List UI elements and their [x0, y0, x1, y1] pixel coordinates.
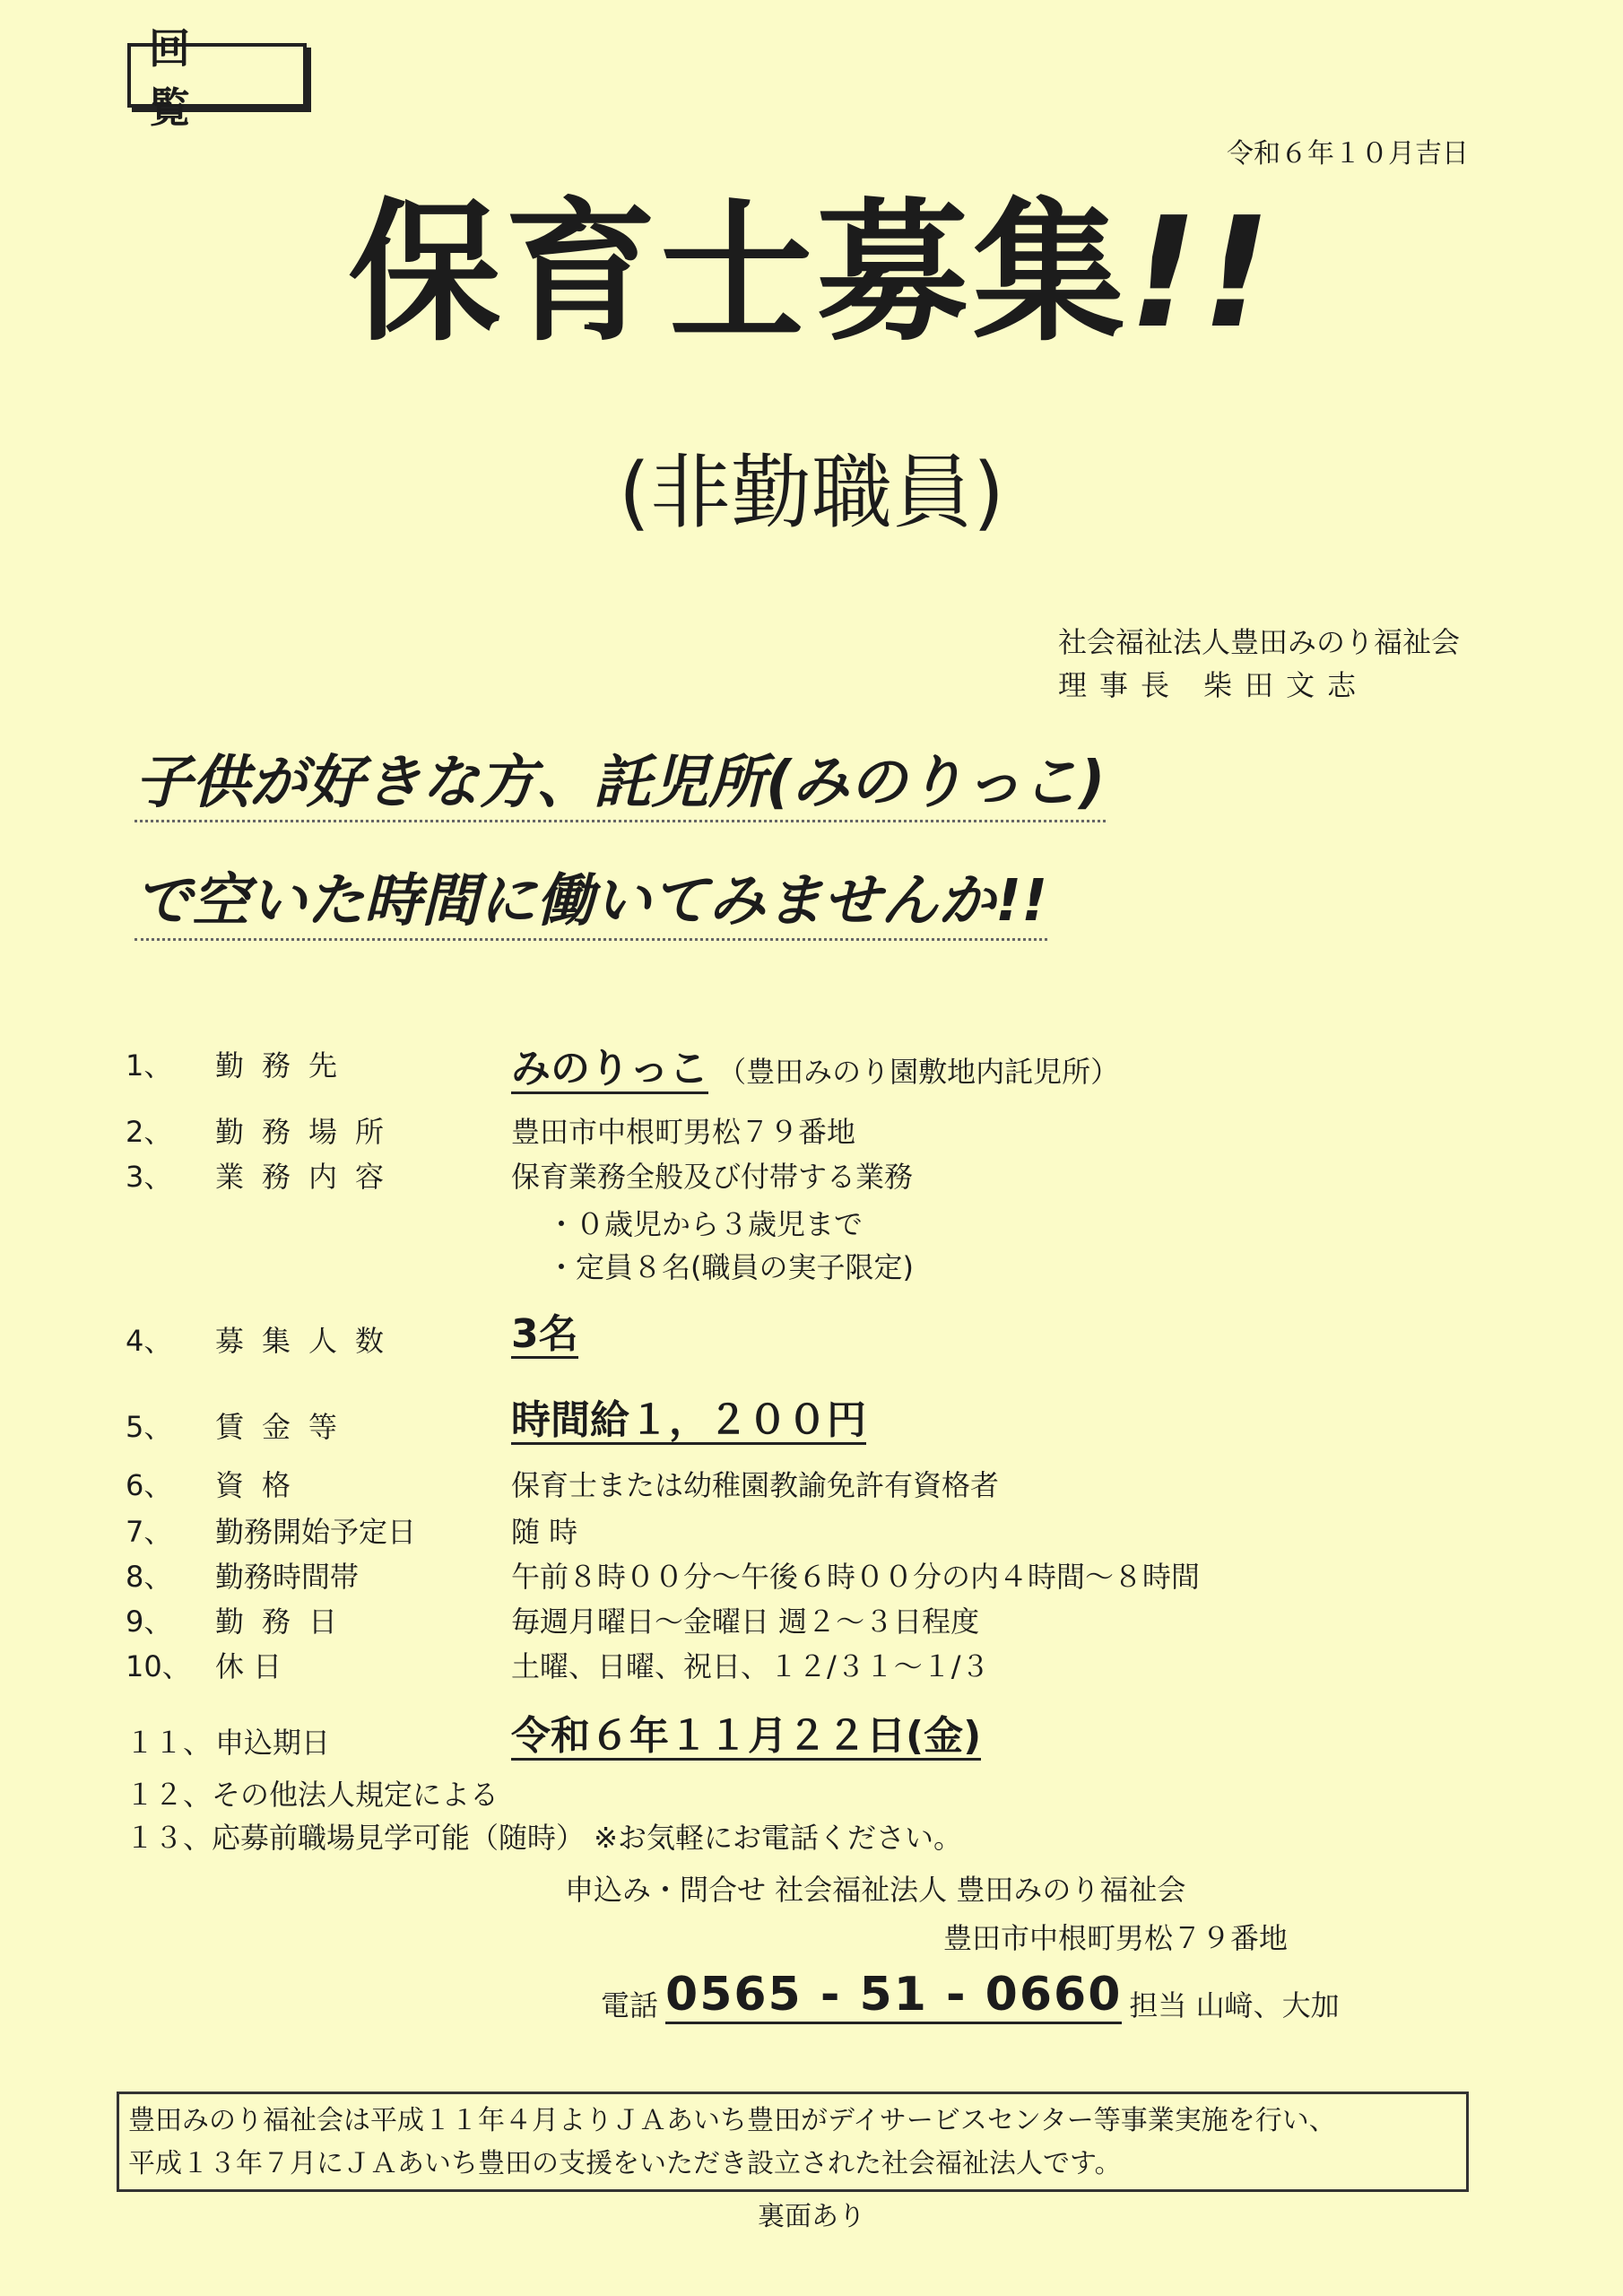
item-value: 土曜、日曜、祝日、１２/３１～１/３	[511, 1649, 990, 1683]
duty-detail-1: ・０歳児から３歳児まで	[547, 1207, 864, 1241]
item-label: 勤務開始予定日	[215, 1515, 417, 1549]
note-13: １３、応募前職場見学可能（随時） ※お気軽にお電話ください。	[126, 1821, 962, 1855]
workplace-name: みのりっこ	[511, 1046, 708, 1094]
item-label: 募集人数	[215, 1324, 403, 1358]
item-deadline	[126, 1715, 981, 1761]
item-value: 令和６年１１月２２日(金)	[511, 1713, 982, 1759]
item-label: 勤務場所	[215, 1115, 403, 1149]
back-side-note: 裏面あり	[758, 2201, 865, 2232]
item-label: 賃金等	[215, 1410, 356, 1444]
slogan-line-2: で空いた時間に働いてみませんか!!	[135, 870, 1047, 941]
organization-chair: 理事長 柴田文志	[1057, 668, 1369, 702]
item-holidays	[126, 1648, 990, 1684]
duty-detail-2: ・定員８名(職員の実子限定)	[547, 1250, 914, 1284]
phone-number[interactable]: 0565 - 51 - 0660	[665, 1968, 1122, 2024]
footer-line-1: 豊田みのり福祉会は平成１１年４月よりＪＡあいち豊田がデイサービスセンター等事業実施を行い、	[128, 2105, 1336, 2136]
item-label: 業務内容	[215, 1160, 403, 1194]
item-location	[126, 1114, 855, 1150]
workplace-note: （豊田みのり園敷地内託児所）	[717, 1055, 1120, 1089]
item-number: 8、	[126, 1560, 173, 1594]
item-value: 豊田市中根町男松７９番地	[511, 1115, 856, 1149]
item-label: 資格	[215, 1468, 309, 1502]
item-wage	[126, 1399, 866, 1445]
item-number: 7、	[126, 1515, 173, 1549]
item-label: 勤務先	[215, 1048, 356, 1083]
item-number: 9、	[126, 1605, 173, 1639]
item-duties	[126, 1159, 913, 1195]
item-number: 4、	[126, 1324, 173, 1358]
item-number: 6、	[126, 1468, 173, 1502]
item-value: 時間給１，２００円	[511, 1397, 866, 1443]
contact-line: 申込み・問合せ 社会福祉法人 豊田みのり福祉会	[565, 1873, 1186, 1907]
item-label: 申込期日	[215, 1726, 331, 1760]
contact-phone-row	[601, 1968, 1340, 2024]
note-12: １２、その他法人規定による	[126, 1778, 499, 1812]
contact-person: 担当 山﨑、大加	[1129, 1988, 1340, 2022]
item-number: 3、	[126, 1160, 173, 1194]
item-label: 休 日	[215, 1649, 282, 1683]
page-title	[0, 185, 1623, 362]
item-start-date	[126, 1514, 577, 1550]
organization-block	[1058, 621, 1460, 707]
item-value: 保育業務全般及び付帯する業務	[511, 1160, 914, 1194]
page-subtitle: (非勤職員)	[618, 446, 1005, 540]
title-text: 保育士募集	[348, 185, 1129, 362]
item-number: １１、	[126, 1726, 213, 1760]
issue-date: 令和６年１０月吉日	[1227, 138, 1469, 170]
item-value: 随 時	[511, 1515, 578, 1549]
item-number: 10、	[126, 1649, 191, 1683]
item-number: 2、	[126, 1115, 173, 1149]
item-number: 5、	[126, 1410, 173, 1444]
title-exclamation: !!	[1128, 185, 1275, 362]
item-workdays	[126, 1604, 979, 1639]
item-hours	[126, 1559, 1200, 1595]
footer-line-2: 平成１３年７月にＪＡあいち豊田の支援をいただき設立された社会福祉法人です。	[128, 2148, 1122, 2179]
item-qualification	[126, 1467, 999, 1503]
item-value	[511, 1048, 1119, 1091]
slogan-line-1: 子供が好きな方、託児所(みのりっこ)	[135, 752, 1106, 822]
item-value: 午前８時００分～午後６時００分の内４時間～８時間	[511, 1560, 1201, 1594]
item-headcount	[126, 1313, 578, 1359]
item-workplace	[126, 1048, 1119, 1091]
item-value: 保育士または幼稚園教諭免許有資格者	[511, 1468, 1000, 1502]
item-label: 勤務時間帯	[215, 1560, 360, 1594]
item-value: 3名	[511, 1311, 578, 1357]
item-value: 毎週月曜日～金曜日 週２～３日程度	[511, 1605, 980, 1639]
item-number: 1、	[126, 1048, 173, 1083]
item-label: 勤務日	[215, 1605, 356, 1639]
footer-notice	[117, 2092, 1469, 2192]
organization-name: 社会福祉法人豊田みのり福祉会	[1057, 625, 1460, 659]
phone-prefix: 電話	[601, 1988, 659, 2022]
circulation-stamp: 回 覧	[127, 43, 307, 108]
contact-address: 豊田市中根町男松７９番地	[943, 1921, 1289, 1955]
